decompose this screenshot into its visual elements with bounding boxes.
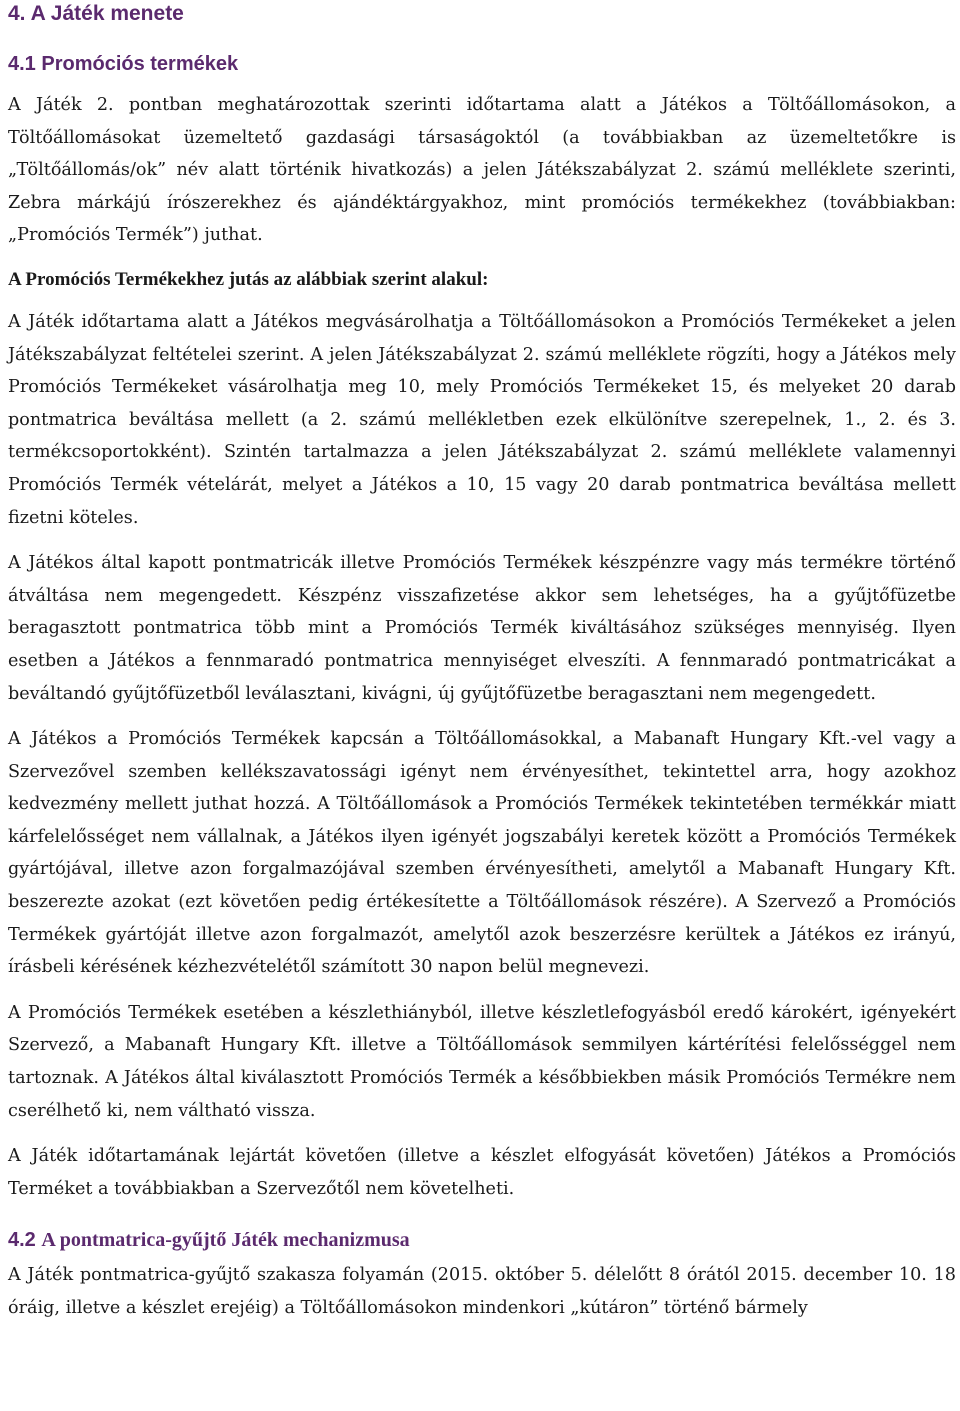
- paragraph-mechanism: A Játék pontmatrica-gyűjtő szakasza folyamán (2015. október 5. délelőtt 8 órától 2015. december 10. 18 óráig, illetve a készlet erejéig) a Töltőállomásokon mindenkori „kútáron” történő bármely: [8, 1265, 956, 1318]
- paragraph-no-cash: A Játékos által kapott pontmatricák illetve Promóciós Termékek készpénzre vagy más termékre történő átváltása nem megengedett. Készpénz visszafizetése akkor sem lehetséges, ha a gyűjtőfüzetbe beragasztott pontmatrica több mint a Promóciós Termék kiváltásához szükséges mennyiség. Ilyen esetben a Játékos a fennmaradó pontmatrica mennyiséget elveszíti. A fennmaradó pontmatricákat a beváltandó gyűjtőfüzetből leválasztani, kivágni, új gyűjtőfüzetbe beragasztani nem megengedett.: [8, 553, 956, 704]
- paragraph-warranty: A Játékos a Promóciós Termékek kapcsán a Töltőállomásokkal, a Mabanaft Hungary Kft.-vel vagy a Szervezővel szemben kellékszavatossági igényt nem érvényesíthet, tekintettel arra, hogy azokhoz kedvezmény mellett juthat hozzá. A Töltőállomások a Promóciós Termékek tekintetében termékkár miatt kárfelelősséget nem vállalnak, a Játékos ilyen igényét jogszabályi keretek között a Promóciós Termékek gyártójával, illetve azon forgalmazójával szemben érvényesítheti, amelytől a Mabanaft Hungary Kft. beszerezte azokat (ezt követően pedig értékesítette a Töltőállomások részére). A Szervező a Promóciós Termékek gyártóját illetve azon forgalmazót, amelytől azok beszerzésre kerültek a Játékos ez irányú, írásbeli kérésének kézhezvételétől számított 30 napon belül megnevezi.: [8, 729, 956, 978]
- document-page: [8, 0, 956, 1325]
- paragraph-expiry: A Játék időtartamának lejártát követően (illetve a készlet elfogyását követően) Játékos a Promóciós Terméket a továbbiakban a Szervezőtől nem követelheti.: [8, 1146, 956, 1199]
- paragraph-purchase-rules: A Játék időtartama alatt a Játékos megvásárolhatja a Töltőállomásokon a Promóciós Termékeket a jelen Játékszabályzat feltételei szerint. A jelen Játékszabályzat 2. számú melléklete rögzíti, hogy a Játékos mely Promóciós Termékeket vásárolhatja meg 10, mely Promóciós Termékeket 15, és melyeket 20 darab pontmatrica beváltása mellett (a 2. számú mellékletben ezek elkülönítve szerepelnek, 1., 2. és 3. termékcsoportokként). Szintén tartalmazza a jelen Játékszabályzat 2. számú melléklete valamennyi Promóciós Termék vételárát, melyet a Játékos a 10, 15 vagy 20 darab pontmatrica beváltása mellett fizetni köteles.: [8, 311, 956, 528]
- paragraph-intro: A Játék 2. pontban meghatározottak szerinti időtartama alatt a Játékos a Töltőállomásokon, a Töltőállomásokat üzemeltető gazdasági társaságoktól (a továbbiakban az üzemeltetőkre is „Töltőállomás/ok” név alatt történik hivatkozás) a jelen Játékszabályzat 2. számú melléklete szerinti, Zebra márkájú írószerekhez és ajándéktárgyakhoz, mint promóciós termékekhez (továbbiakban: „Promóciós Termék”) juthat.: [8, 95, 956, 246]
- subsection-title: A pontmatrica-gyűjtő Játék mechanizmusa: [41, 1229, 410, 1252]
- paragraph-bold-lead: A Promóciós Termékekhez jutás az alábbiak szerint alakul:: [8, 268, 489, 290]
- subsection-number: 4.2: [8, 1229, 42, 1252]
- paragraph-stock: A Promóciós Termékek esetében a készlethiányból, illetve készletlefogyásból eredő károkért, igényekért Szervező, a Mabanaft Hungary Kft. illetve a Töltőállomások semmilyen kártérítési felelősséggel nem tartoznak. A Játékos által kiválasztott Promóciós Termék a későbbiekben másik Promóciós Termékre nem cserélhető ki, nem váltható vissza.: [8, 1002, 956, 1121]
- section-heading: 4. A Játék menete: [8, 2, 184, 25]
- subsection-heading-4-1: 4.1 Promóciós termékek: [8, 53, 239, 75]
- subsection-heading-4-2: [8, 1227, 956, 1253]
